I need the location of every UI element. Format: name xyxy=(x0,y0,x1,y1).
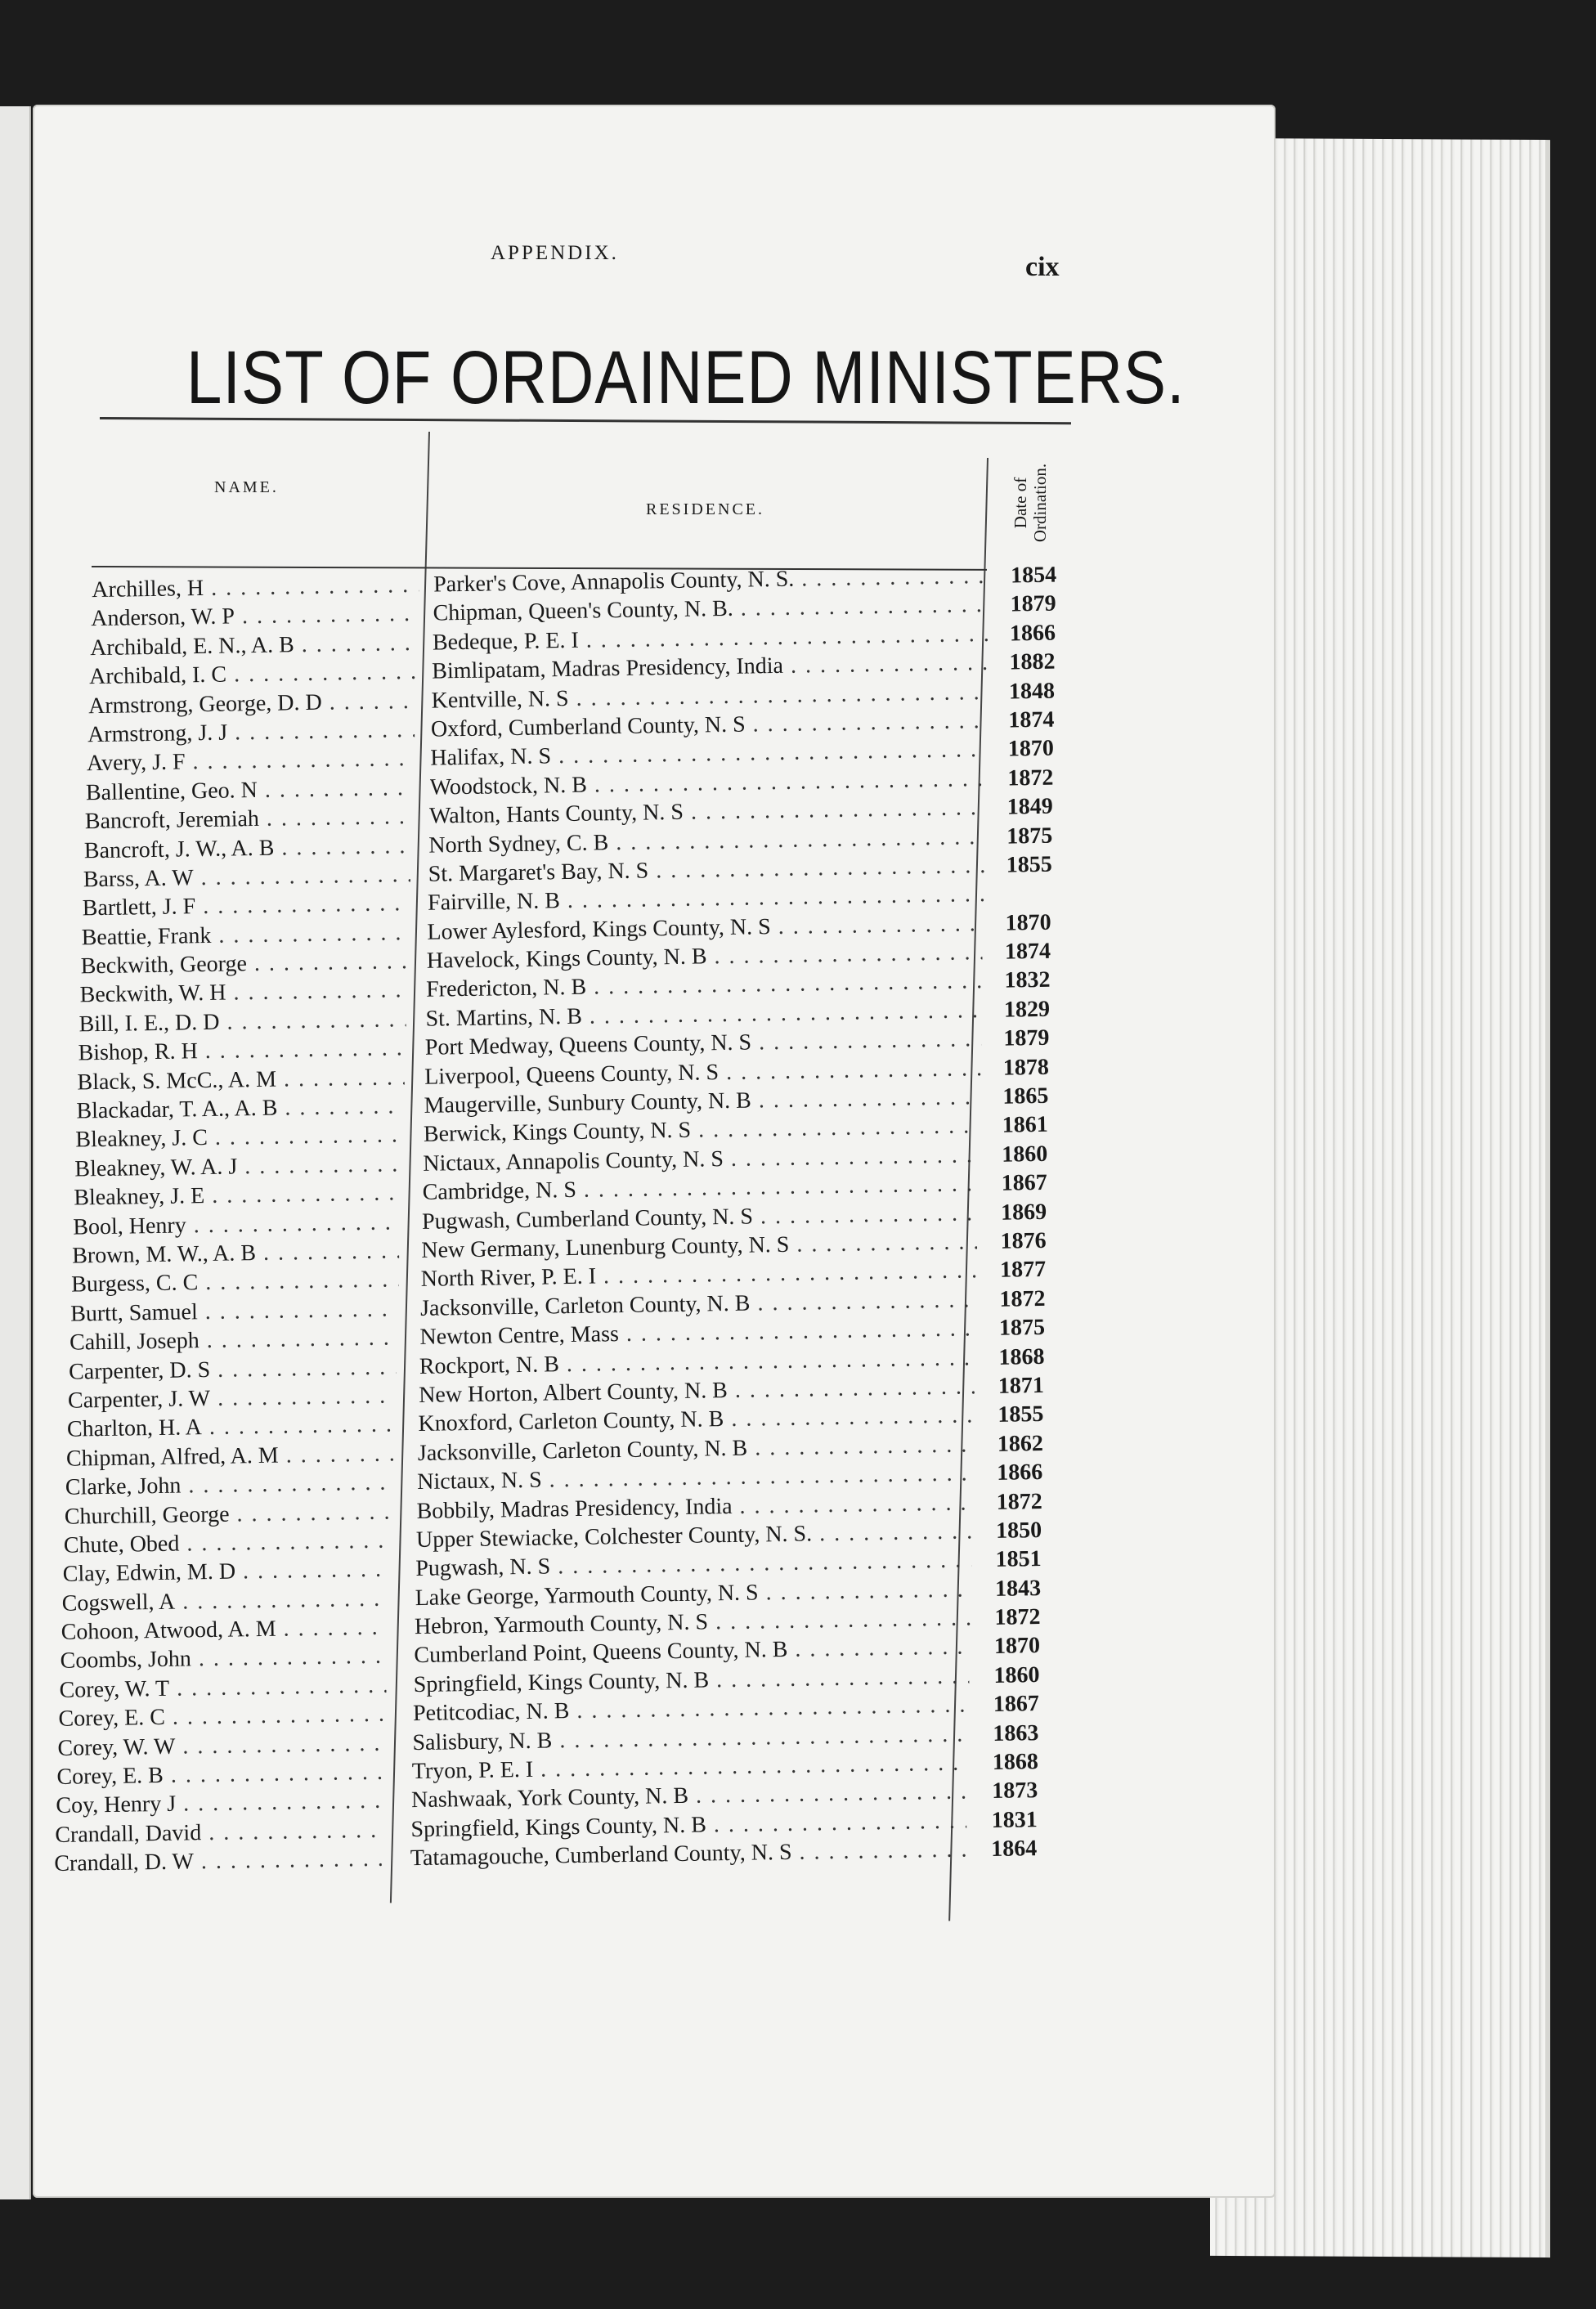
ordination-date: 1848 xyxy=(1008,678,1056,705)
minister-residence: Tryon, P. E. I . . . xyxy=(412,1748,968,1786)
ordination-date: 1868 xyxy=(998,1343,1045,1370)
ordination-date: 1832 xyxy=(1004,967,1051,994)
ordination-date: 1831 xyxy=(991,1806,1038,1833)
minister-name: Archibald, I. C . . . xyxy=(89,657,417,692)
minister-name: Bill, I. E., D. D . . . xyxy=(78,1005,406,1039)
ministers-table xyxy=(0,559,1165,1879)
ordination-date: 1862 xyxy=(997,1430,1044,1457)
minister-name: Beckwith, George . . . xyxy=(80,947,408,981)
minister-name: Black, S. McC., A. M . . . xyxy=(77,1063,405,1097)
minister-residence: Pugwash, N. S . . . xyxy=(415,1546,971,1584)
minister-residence: Bedeque, P. E. I . . . xyxy=(433,620,989,657)
ordination-date: 1874 xyxy=(1008,706,1055,733)
ordination-date: 1870 xyxy=(993,1633,1041,1660)
minister-residence: Woodstock, N. B . . . xyxy=(429,764,985,802)
minister-name: Archilles, H . . . xyxy=(92,571,419,605)
ordination-date: 1850 xyxy=(995,1517,1042,1544)
minister-name: Bleakney, J. E . . . xyxy=(74,1178,401,1213)
minister-residence: Nashwaak, York County, N. B . . . xyxy=(411,1778,967,1815)
minister-residence: Havelock, Kings County, N. B . . . xyxy=(427,938,983,975)
minister-name: Beattie, Frank . . . xyxy=(81,918,409,953)
minister-name: Cohoon, Atwood, A. M . . . xyxy=(61,1613,388,1648)
minister-residence: Cambridge, N. S . . . xyxy=(422,1169,978,1207)
minister-residence: St. Martins, N. B . . . xyxy=(425,996,981,1033)
minister-residence: Lake George, Yarmouth County, N. S . . . xyxy=(415,1575,971,1612)
minister-name: Charlton, H. A . . . xyxy=(67,1410,395,1445)
minister-residence: Oxford, Cumberland County, N. S . . . xyxy=(431,706,987,744)
minister-name: Cogswell, A . . . xyxy=(61,1584,389,1618)
ordination-date: 1851 xyxy=(995,1546,1042,1573)
minister-name: Bleakney, J. C . . . xyxy=(75,1121,403,1155)
column-header-date: Date of Ordination. xyxy=(1011,463,1050,543)
ordination-date: 1870 xyxy=(1007,736,1055,762)
ordination-date: 1872 xyxy=(994,1604,1041,1630)
minister-name: Bancroft, J. W., A. B . . . xyxy=(84,832,412,866)
minister-name: Clay, Edwin, M. D . . . xyxy=(63,1555,391,1589)
ordination-date: 1871 xyxy=(998,1372,1045,1399)
ordination-date: 1855 xyxy=(1006,851,1052,878)
ordination-date: 1878 xyxy=(1002,1054,1050,1081)
ordination-date xyxy=(994,879,1063,880)
minister-residence: Rockport, N. B . . . xyxy=(419,1343,975,1381)
minister-name: Carpenter, J. W . . . xyxy=(68,1381,396,1415)
minister-name: Coombs, John . . . xyxy=(60,1642,388,1676)
minister-name: Brown, M. W., A. B . . . xyxy=(72,1236,400,1271)
minister-residence: Springfield, Kings County, N. B . . . xyxy=(413,1661,969,1699)
minister-residence: Berwick, Kings County, N. S . . . xyxy=(424,1112,980,1150)
minister-name: Corey, E. C . . . xyxy=(58,1700,386,1734)
ordination-date: 1868 xyxy=(992,1749,1039,1776)
minister-residence: Bimlipatam, Madras Presidency, India . . . xyxy=(432,648,988,686)
minister-name: Bleakney, W. A. J . . . xyxy=(74,1150,402,1184)
minister-name: Corey, W. T . . . xyxy=(59,1670,387,1705)
ordination-date: 1876 xyxy=(1000,1227,1047,1254)
ordination-date: 1877 xyxy=(999,1257,1047,1284)
ordination-date: 1875 xyxy=(998,1315,1046,1341)
ordination-date: 1860 xyxy=(993,1661,1040,1688)
ordination-date: 1866 xyxy=(1009,620,1056,647)
minister-residence: Fredericton, N. B . . . xyxy=(426,967,982,1005)
page-number: cix xyxy=(1025,252,1060,282)
minister-name: Armstrong, J. J . . . xyxy=(87,715,415,750)
minister-residence: Cumberland Point, Queens County, N. B . . . xyxy=(414,1633,970,1670)
minister-residence: Jacksonville, Carleton County, N. B . . . xyxy=(420,1285,976,1323)
minister-name: Clarke, John . . . xyxy=(65,1468,393,1503)
minister-residence: Hebron, Yarmouth County, N. S . . . xyxy=(415,1603,971,1641)
column-header-name: NAME. xyxy=(214,478,279,496)
minister-residence: Upper Stewiacke, Colchester County, N. S. . . . xyxy=(416,1517,972,1554)
ordination-date: 1872 xyxy=(1007,764,1054,791)
minister-residence: Lower Aylesford, Kings County, N. S . . . xyxy=(427,909,983,947)
running-head: APPENDIX. xyxy=(491,242,619,264)
ordination-date: 1854 xyxy=(1010,562,1057,589)
minister-name: Anderson, W. P . . . xyxy=(91,599,419,634)
minister-name: Barss, A. W . . . xyxy=(83,860,411,894)
ordination-date: 1872 xyxy=(996,1488,1042,1515)
minister-residence: Bobbily, Madras Presidency, India . . . xyxy=(416,1488,972,1526)
minister-name: Churchill, George . . . xyxy=(65,1497,392,1531)
ordination-date: 1872 xyxy=(999,1285,1046,1312)
minister-name: Burtt, Samuel . . . xyxy=(70,1294,398,1329)
minister-name: Burgess, C. C . . . xyxy=(71,1266,399,1300)
ordination-date: 1864 xyxy=(990,1836,1038,1863)
ordination-date: 1829 xyxy=(1003,996,1051,1023)
minister-residence: Pugwash, Cumberland County, N. S . . . xyxy=(422,1199,978,1236)
minister-residence: Knoxford, Carleton County, N. B . . . xyxy=(418,1401,974,1439)
minister-residence: Chipman, Queen's County, N. B. . . . xyxy=(433,590,989,628)
ordination-date: 1882 xyxy=(1009,648,1056,675)
minister-residence: North Sydney, C. B . . . xyxy=(428,823,984,860)
minister-residence: Jacksonville, Carleton County, N. B . . . xyxy=(418,1430,974,1468)
minister-residence: Fairville, N. B . . . xyxy=(428,880,984,917)
minister-name: Bishop, R. H . . . xyxy=(78,1033,406,1068)
minister-residence: North River, P. E. I . . . xyxy=(420,1257,976,1294)
minister-name: Ballentine, Geo. N . . . xyxy=(86,773,414,808)
minister-name: Chipman, Alfred, A. M . . . xyxy=(66,1439,394,1473)
column-header-residence: RESIDENCE. xyxy=(646,500,764,518)
minister-name: Cahill, Joseph . . . xyxy=(69,1324,397,1358)
minister-name: Crandall, D. W . . . xyxy=(54,1845,382,1879)
ordination-date: 1873 xyxy=(992,1778,1038,1805)
ordination-date: 1843 xyxy=(994,1575,1042,1602)
ordination-date: 1860 xyxy=(1002,1141,1048,1168)
ordination-date: 1867 xyxy=(993,1691,1040,1718)
minister-residence: New Horton, Albert County, N. B . . . xyxy=(419,1372,975,1410)
ordination-date: 1875 xyxy=(1006,823,1053,850)
minister-name: Bancroft, Jeremiah . . . xyxy=(85,802,413,836)
ordination-date: 1863 xyxy=(993,1719,1039,1746)
minister-residence: Liverpool, Queens County, N. S . . . xyxy=(424,1054,980,1092)
minister-residence: Nictaux, N. S . . . xyxy=(417,1459,973,1496)
minister-name: Chute, Obed . . . xyxy=(64,1526,392,1560)
minister-residence: Tatamagouche, Cumberland County, N. S . . . xyxy=(410,1836,966,1873)
ordination-date: 1879 xyxy=(1003,1025,1050,1051)
minister-residence: Walton, Hants County, N. S . . . xyxy=(429,793,985,831)
ordination-date: 1869 xyxy=(1000,1199,1047,1226)
ordination-date: 1866 xyxy=(997,1459,1043,1486)
ordination-date: 1870 xyxy=(1005,909,1051,936)
minister-residence: Port Medway, Queens County, N. S . . . xyxy=(425,1024,981,1062)
ordination-date: 1849 xyxy=(1006,793,1054,820)
ordination-date: 1855 xyxy=(998,1401,1044,1428)
minister-name: Corey, E. B . . . xyxy=(56,1758,384,1792)
minister-name: Beckwith, W. H . . . xyxy=(79,976,407,1011)
minister-residence: Salisbury, N. B . . . xyxy=(412,1719,968,1757)
minister-residence: Springfield, Kings County, N. B . . . xyxy=(410,1806,966,1844)
ordination-date: 1865 xyxy=(1002,1083,1049,1110)
minister-residence: New Germany, Lunenburg County, N. S . . . xyxy=(421,1227,977,1265)
minister-residence: Petitcodiac, N. B . . . xyxy=(413,1691,969,1728)
ordination-date: 1867 xyxy=(1001,1170,1047,1196)
minister-residence: Parker's Cove, Annapolis County, N. S. . . . xyxy=(433,562,989,599)
minister-name: Bartlett, J. F . . . xyxy=(83,889,410,923)
minister-name: Armstrong, George, D. D . . . xyxy=(88,686,416,720)
minister-residence: Newton Centre, Mass . . . xyxy=(419,1314,975,1352)
minister-residence: Halifax, N. S . . . xyxy=(430,735,986,773)
page-title: LIST OF ORDAINED MINISTERS. xyxy=(186,334,1186,420)
minister-name: Carpenter, D. S . . . xyxy=(69,1352,397,1387)
ordination-date: 1861 xyxy=(1002,1112,1049,1139)
minister-name: Blackadar, T. A., A. B . . . xyxy=(76,1092,404,1126)
ordination-date: 1874 xyxy=(1004,938,1051,965)
minister-name: Coy, Henry J . . . xyxy=(56,1787,383,1821)
minister-name: Bool, Henry . . . xyxy=(73,1208,401,1242)
minister-residence: Maugerville, Sunbury County, N. B . . . xyxy=(424,1083,980,1120)
minister-name: Archibald, E. N., A. B . . . xyxy=(90,629,418,663)
minister-name: Corey, W. W . . . xyxy=(57,1728,385,1763)
minister-residence: St. Margaret's Bay, N. S . . . xyxy=(428,851,984,889)
minister-residence: Nictaux, Annapolis County, N. S . . . xyxy=(423,1141,979,1178)
minister-name: Crandall, David . . . xyxy=(55,1816,383,1850)
minister-name: Avery, J. F . . . xyxy=(87,744,415,778)
minister-residence: Kentville, N. S . . . xyxy=(431,677,987,715)
ordination-date: 1879 xyxy=(1010,590,1056,617)
